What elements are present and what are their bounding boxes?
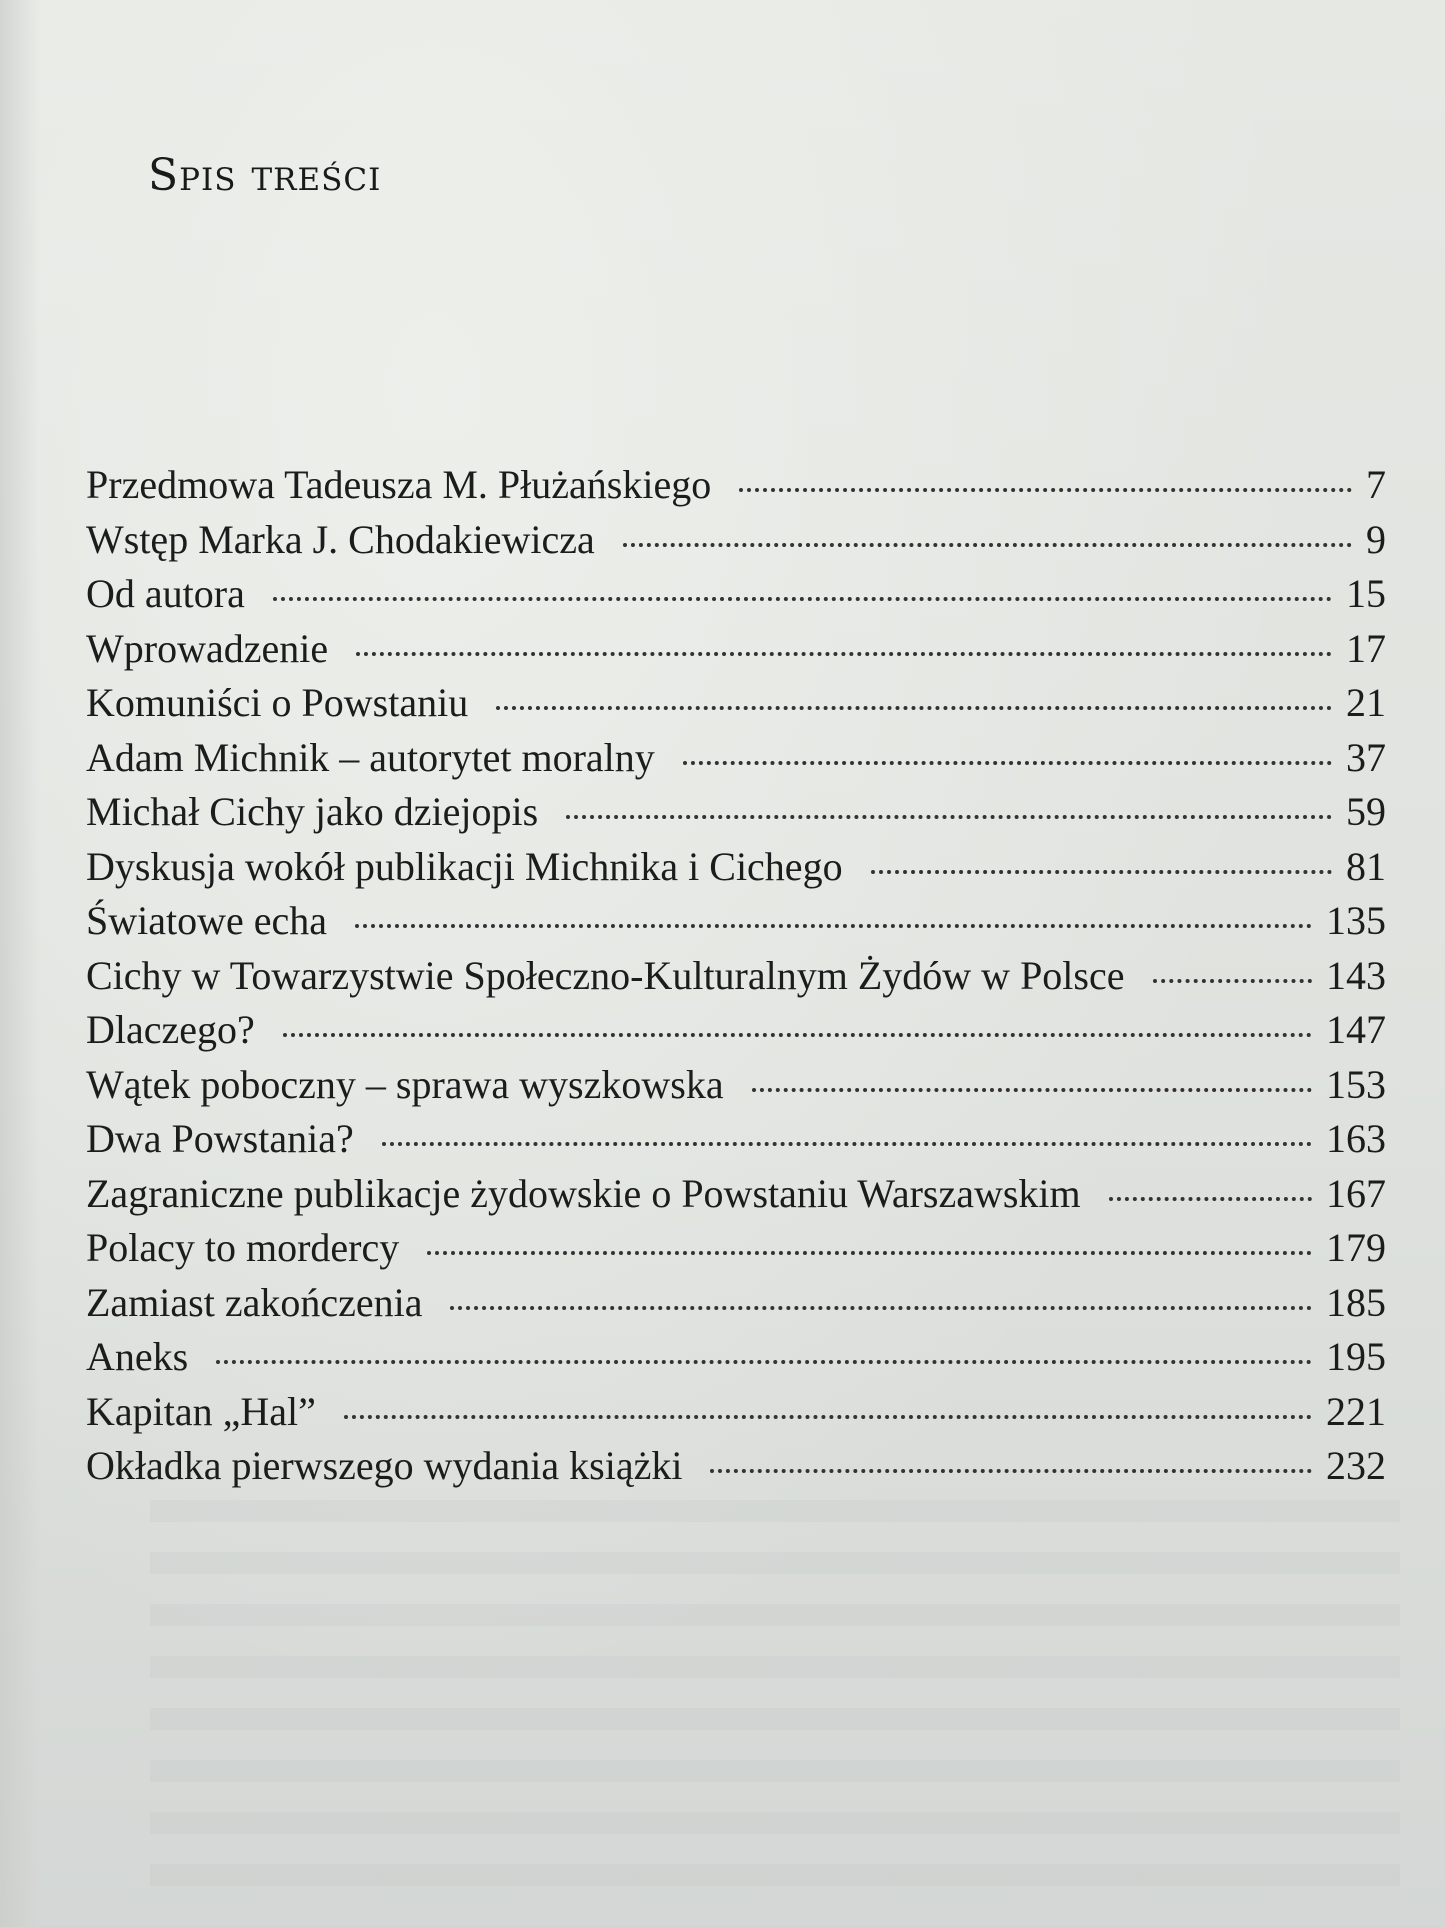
toc-leader-dots	[496, 706, 1332, 710]
toc-leader-dots	[450, 1306, 1312, 1310]
toc-entry-page: 147	[1326, 1007, 1386, 1052]
toc-leader-dots	[216, 1360, 1312, 1364]
toc-leader-dots	[710, 1469, 1312, 1473]
toc-entry-page: 163	[1326, 1116, 1386, 1161]
toc-leader-dots	[752, 1088, 1312, 1092]
toc-entry	[86, 513, 1386, 568]
toc-entry-page: 59	[1346, 789, 1386, 834]
toc-entry-title: Kapitan „Hal”	[86, 1388, 316, 1434]
toc-entry-title: Zagraniczne publikacje żydowskie o Powstaniu Warszawskim	[86, 1170, 1081, 1216]
toc-entry	[86, 1058, 1386, 1113]
toc-leader-dots	[623, 543, 1352, 547]
toc-entry-page: 179	[1326, 1225, 1386, 1270]
toc-entry-title: Adam Michnik – autorytet moralny	[86, 734, 655, 780]
toc-entry	[86, 458, 1386, 513]
toc-entry-title: Wstęp Marka J. Chodakiewicza	[86, 516, 595, 562]
toc-entry	[86, 676, 1386, 731]
toc-entry	[86, 731, 1386, 786]
toc-entry-title: Przedmowa Tadeusza M. Płużańskiego	[86, 462, 712, 507]
toc-entry-page: 17	[1346, 625, 1386, 671]
toc-entry	[86, 785, 1386, 840]
toc-entry	[86, 840, 1386, 895]
toc-entry	[86, 1330, 1386, 1385]
toc-entry-page: 195	[1326, 1334, 1386, 1379]
toc-leader-dots	[683, 761, 1332, 765]
toc-entry	[86, 949, 1386, 1004]
toc-entry-title: Okładka pierwszego wydania książki	[86, 1443, 683, 1488]
toc-leader-dots	[739, 488, 1352, 492]
page-gutter-shadow	[0, 0, 40, 1927]
toc-entry	[86, 622, 1386, 677]
toc-entry	[86, 1385, 1386, 1440]
toc-entry-page: 21	[1346, 680, 1386, 725]
toc-leader-dots	[1153, 979, 1313, 983]
table-of-contents	[86, 458, 1386, 1494]
toc-entry-title: Od autora	[86, 571, 245, 616]
toc-leader-dots	[871, 870, 1332, 874]
toc-entry-page: 9	[1366, 516, 1386, 562]
toc-entry	[86, 1167, 1386, 1222]
toc-leader-dots	[1109, 1197, 1312, 1201]
toc-entry-page: 143	[1326, 952, 1386, 998]
toc-entry-page: 15	[1346, 571, 1386, 616]
toc-entry	[86, 567, 1386, 622]
toc-entry	[86, 894, 1386, 949]
toc-entry-page: 81	[1346, 843, 1386, 889]
toc-leader-dots	[382, 1142, 1312, 1146]
toc-entry-title: Dwa Powstania?	[86, 1116, 354, 1161]
toc-leader-dots	[427, 1251, 1312, 1255]
toc-entry-title: Michał Cichy jako dziejopis	[86, 789, 539, 834]
toc-entry-page: 37	[1346, 734, 1386, 780]
toc-entry	[86, 1003, 1386, 1058]
toc-entry-title: Wątek poboczny – sprawa wyszkowska	[86, 1061, 724, 1107]
toc-entry-page: 221	[1326, 1388, 1386, 1434]
toc-entry-title: Cichy w Towarzystwie Społeczno-Kulturalnym Żydów w Polsce	[86, 952, 1125, 998]
toc-entry-title: Dyskusja wokół publikacji Michnika i Cichego	[86, 843, 843, 889]
toc-entry-title: Komuniści o Powstaniu	[86, 680, 469, 725]
toc-entry-title: Dlaczego?	[86, 1007, 255, 1052]
toc-entry	[86, 1439, 1386, 1494]
toc-entry	[86, 1221, 1386, 1276]
toc-entry	[86, 1112, 1386, 1167]
toc-entry-page: 167	[1326, 1170, 1386, 1216]
show-through-text	[150, 1500, 1400, 1900]
toc-entry-page: 232	[1326, 1443, 1386, 1488]
toc-leader-dots	[283, 1033, 1312, 1037]
toc-leader-dots	[566, 815, 1332, 819]
toc-entry-page: 135	[1326, 898, 1386, 943]
toc-leader-dots	[344, 1415, 1312, 1419]
toc-entry-title: Aneks	[86, 1334, 189, 1379]
page-title: Spis treści	[148, 150, 382, 201]
toc-entry-title: Światowe echa	[86, 898, 328, 943]
toc-entry	[86, 1276, 1386, 1331]
toc-entry-page: 185	[1326, 1279, 1386, 1325]
toc-entry-title: Polacy to mordercy	[86, 1225, 400, 1270]
toc-leader-dots	[273, 597, 1332, 601]
toc-entry-title: Wprowadzenie	[86, 625, 329, 671]
toc-leader-dots	[355, 924, 1312, 928]
toc-leader-dots	[356, 652, 1332, 656]
toc-entry-title: Zamiast zakończenia	[86, 1279, 423, 1325]
toc-entry-page: 153	[1326, 1061, 1386, 1107]
toc-entry-page: 7	[1366, 462, 1386, 507]
